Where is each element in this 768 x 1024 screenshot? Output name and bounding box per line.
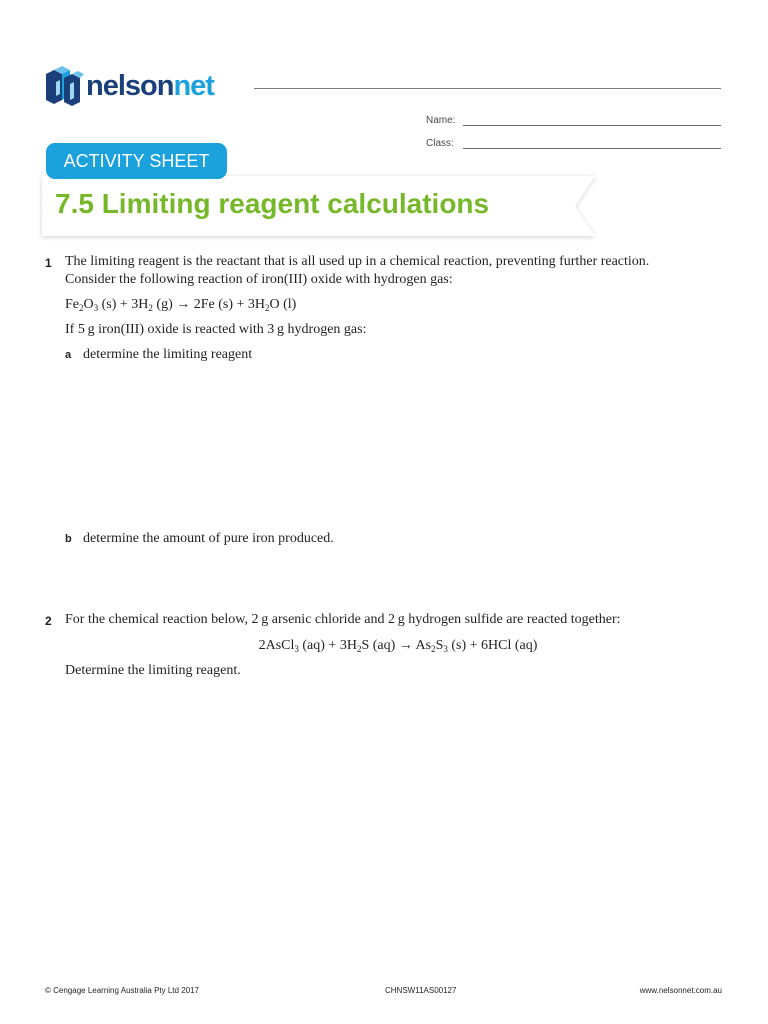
- nelsonnet-cube-icon: [44, 64, 84, 106]
- eq1-fe: Fe: [65, 297, 79, 312]
- question-1-number: 1: [45, 256, 52, 270]
- footer-copyright: © Cengage Learning Australia Pty Ltd 2017: [45, 986, 199, 995]
- class-field[interactable]: [426, 137, 721, 151]
- eq1-fe-subscript: 2: [79, 303, 84, 313]
- eq2-part-5: (s) + 6HCl (aq): [447, 638, 538, 653]
- name-line[interactable]: [463, 125, 721, 126]
- logo-wordmark: [86, 66, 214, 106]
- question-1b-text: determine the amount of pure iron produced.: [83, 531, 334, 546]
- eq2-part-4: S: [435, 638, 444, 653]
- eq1-o: O: [83, 297, 94, 312]
- class-line[interactable]: [463, 148, 721, 149]
- question-1a-label: a: [65, 349, 72, 361]
- question-1-condition: If 5 g iron(III) oxide is reacted with 3 g hydrogen gas:: [65, 322, 367, 337]
- eq1-part-2: (g) → 2Fe (s) + 3H: [152, 297, 266, 312]
- question-1b-label: b: [65, 533, 72, 545]
- class-label: Class:: [426, 138, 454, 149]
- logo-wordmark-net: net: [173, 70, 214, 102]
- question-2-text: For the chemical reaction below, 2 g arsenic chloride and 2 g hydrogen sulfide are reacted together:: [65, 612, 621, 627]
- question-2-equation: [0, 637, 768, 655]
- footer-code: CHNSW11AS00127: [385, 986, 457, 995]
- eq2-part-3: S (aq) → As: [361, 638, 432, 653]
- header-rule: [254, 88, 721, 89]
- logo-wordmark-nelson: nelson: [86, 70, 174, 102]
- eq1-part-3: O (l): [269, 297, 297, 312]
- eq1-h2-subscript: 2: [148, 303, 153, 313]
- eq2-h-subscript: 2: [356, 644, 362, 654]
- name-field[interactable]: [426, 114, 721, 128]
- name-label: Name:: [426, 115, 456, 126]
- eq2-s-subscript: 3: [443, 644, 448, 654]
- eq1-part-1: (s) + 3H: [98, 297, 149, 312]
- question-2-number: 2: [45, 614, 52, 628]
- activity-sheet-badge: [46, 143, 227, 179]
- eq2-part-1: 2AsCl: [258, 638, 295, 653]
- question-1-text-line-2: Consider the following reaction of iron(III) oxide with hydrogen gas:: [65, 272, 453, 287]
- eq1-h2o-subscript: 2: [265, 303, 270, 313]
- question-1a-text: determine the limiting reagent: [83, 347, 253, 362]
- eq2-cl-subscript: 3: [294, 644, 299, 654]
- page-title: 7.5 Limiting reagent calculations: [55, 188, 490, 219]
- activity-sheet-label: ACTIVITY SHEET: [63, 151, 210, 171]
- question-1-text-line-1: The limiting reagent is the reactant that is all used up in a chemical reaction, preventing further reaction.: [65, 254, 650, 269]
- eq1-o-subscript: 3: [93, 303, 99, 313]
- question-2-instruction: Determine the limiting reagent.: [65, 663, 241, 678]
- footer-url[interactable]: www.nelsonnet.com.au: [639, 986, 722, 995]
- eq2-as-subscript: 2: [431, 644, 436, 654]
- question-1-equation: [65, 296, 296, 314]
- eq2-part-2: (aq) + 3H: [298, 638, 357, 653]
